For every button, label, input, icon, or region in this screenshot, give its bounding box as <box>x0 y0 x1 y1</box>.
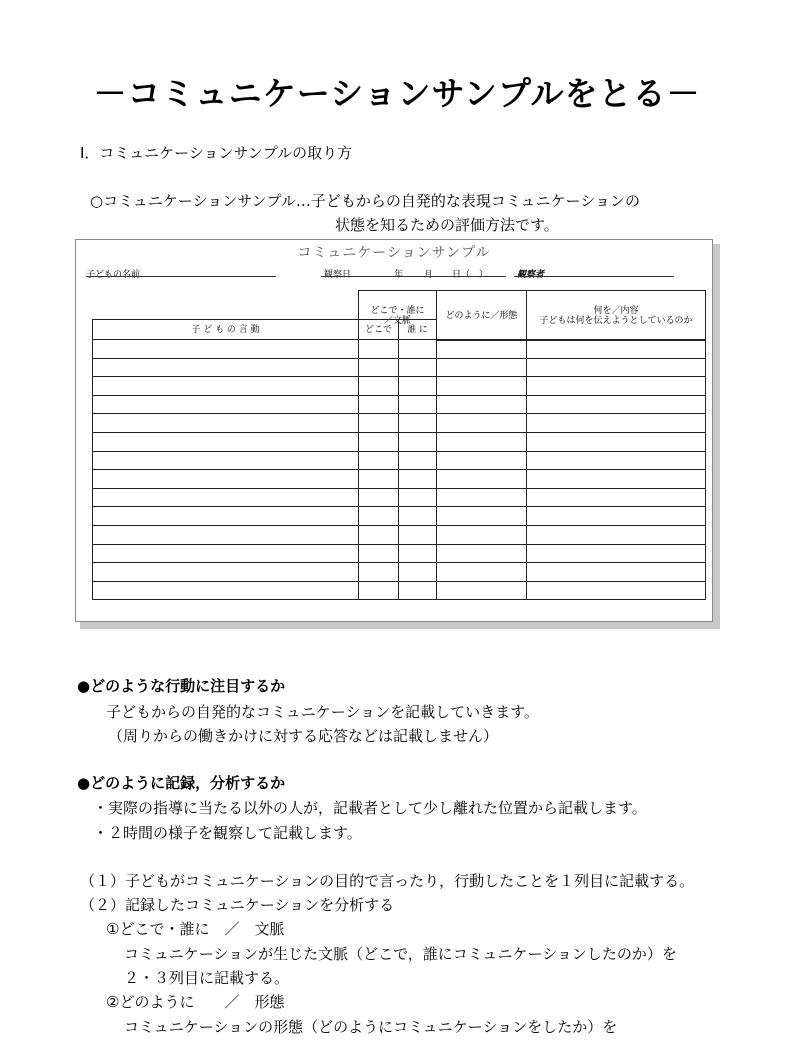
step-2: （２）記録したコミュニケーションを分析する <box>80 896 395 914</box>
form-empty-cell <box>437 395 527 414</box>
form-empty-cell <box>359 377 399 396</box>
form-empty-cell <box>93 358 359 377</box>
page-title: －コミュニケーションサンプルをとる－ <box>93 74 701 113</box>
form-empty-cell <box>359 432 399 451</box>
form-empty-cell <box>527 470 706 489</box>
form-empty-cell <box>399 563 437 582</box>
form-empty-cell <box>399 470 437 489</box>
sub-step-2-line-1: コミュニケーションの形態（どのようにコミュニケーションをしたか）を <box>124 1018 618 1036</box>
form-title: コミュニケーションサンプル <box>297 245 491 261</box>
form-empty-cell <box>93 581 359 600</box>
form-empty-cell <box>359 470 399 489</box>
what-header: 何を／内容 子どもは何を伝えようとしているのか <box>527 291 706 341</box>
intro-line-1: ○コミュニケーションサンプル…子どもからの自発的な表現コミュニケーションの <box>90 192 640 210</box>
section1-heading: ●どのような行動に注目するか <box>77 677 286 695</box>
form-empty-row <box>93 581 706 600</box>
who-header: 誰 に <box>399 320 437 340</box>
recorder-line <box>514 276 674 277</box>
form-empty-cell <box>399 581 437 600</box>
form-empty-row <box>93 470 706 489</box>
child-name-label: 子どもの名前 <box>86 270 141 280</box>
form-empty-row <box>93 563 706 582</box>
month-label: 月 <box>424 270 434 280</box>
sub-step-1-line-2: ２・３列目に記載する。 <box>124 969 290 987</box>
communication-sample-form <box>75 239 713 622</box>
form-empty-row <box>93 507 706 526</box>
form-empty-cell <box>437 488 527 507</box>
form-empty-cell <box>527 451 706 470</box>
form-empty-cell <box>359 414 399 433</box>
form-empty-cell <box>399 451 437 470</box>
grid-header-row <box>93 320 706 340</box>
form-empty-cell <box>437 377 527 396</box>
recorder-label: 観察者 <box>517 270 545 280</box>
form-empty-row <box>93 544 706 563</box>
form-empty-cell <box>437 581 527 600</box>
form-empty-cell <box>437 563 527 582</box>
form-empty-cell <box>437 432 527 451</box>
form-empty-cell <box>93 395 359 414</box>
form-empty-cell <box>399 377 437 396</box>
form-empty-cell <box>527 544 706 563</box>
form-empty-cell <box>399 432 437 451</box>
form-empty-cell <box>527 432 706 451</box>
form-empty-cell <box>437 507 527 526</box>
form-empty-cell <box>527 358 706 377</box>
form-empty-cell <box>527 340 706 359</box>
sub-step-1-heading: ①どこで・誰に ／ 文脈 <box>106 920 285 938</box>
form-empty-cell <box>399 340 437 359</box>
form-empty-cell <box>437 414 527 433</box>
year-label: 年 <box>394 270 404 280</box>
form-empty-row <box>93 525 706 544</box>
sub-step-2-heading: ②どのように ／ 形態 <box>106 993 285 1011</box>
form-empty-cell <box>93 544 359 563</box>
form-empty-cell <box>93 414 359 433</box>
form-empty-cell <box>93 488 359 507</box>
section1-line-2: （周りからの働きかけに対する応答などは記載しません） <box>108 727 499 745</box>
form-empty-cell <box>359 488 399 507</box>
form-empty-cell <box>93 377 359 396</box>
day-label: 日（ ） <box>452 270 489 280</box>
where-who-header: どこで・誰に／文脈 <box>359 291 437 341</box>
form-empty-cell <box>527 525 706 544</box>
form-empty-cell <box>359 358 399 377</box>
form-empty-row <box>93 377 706 396</box>
form-empty-cell <box>359 581 399 600</box>
date-line <box>321 276 506 277</box>
step-1: （１）子どもがコミュニケーションの目的で言ったり，行動したことを１列目に記載する。 <box>80 872 695 890</box>
form-empty-cell <box>527 507 706 526</box>
form-empty-cell <box>399 488 437 507</box>
form-empty-row <box>93 395 706 414</box>
child-name-line <box>86 276 276 277</box>
form-empty-row <box>93 414 706 433</box>
form-empty-cell <box>93 507 359 526</box>
form-empty-cell <box>527 377 706 396</box>
form-empty-row <box>93 451 706 470</box>
intro-line-2: 状態を知るための評価方法です。 <box>335 216 559 234</box>
date-label: 観察日 <box>324 270 352 280</box>
section1-line-1: 子どもからの自発的なコミュニケーションを記載していきます。 <box>106 703 539 721</box>
where-header: どこで <box>359 320 399 340</box>
form-empty-cell <box>93 563 359 582</box>
form-empty-cell <box>93 470 359 489</box>
form-empty-cell <box>399 395 437 414</box>
section2-bullet-2: ・２時間の様子を観察して記載します。 <box>93 824 362 842</box>
form-empty-cell <box>359 525 399 544</box>
form-empty-cell <box>437 358 527 377</box>
how-header: どのように／形態 <box>437 291 527 341</box>
form-empty-cell <box>359 340 399 359</box>
form-empty-cell <box>437 525 527 544</box>
section2-heading: ●どのように記録，分析するか <box>77 774 286 792</box>
form-empty-cell <box>437 470 527 489</box>
form-empty-cell <box>527 414 706 433</box>
form-empty-cell <box>527 488 706 507</box>
form-empty-row <box>93 432 706 451</box>
form-empty-cell <box>527 395 706 414</box>
section2-bullet-1: ・実際の指導に当たる以外の人が，記載者として少し離れた位置から記載します。 <box>93 799 647 817</box>
sub-step-1-line-1: コミュニケーションが生じた文脈（どこで，誰にコミュニケーションしたのか）を <box>124 945 677 963</box>
form-empty-row <box>93 358 706 377</box>
form-empty-cell <box>359 563 399 582</box>
section-heading: Ⅰ．コミュニケーションサンプルの取り方 <box>80 144 353 162</box>
form-empty-cell <box>93 451 359 470</box>
form-empty-cell <box>399 358 437 377</box>
form-empty-cell <box>437 340 527 359</box>
form-empty-cell <box>359 451 399 470</box>
form-empty-cell <box>437 544 527 563</box>
words-header: 子 ど も の 言 動 <box>93 320 359 340</box>
form-empty-cell <box>93 525 359 544</box>
form-empty-cell <box>359 507 399 526</box>
form-empty-row <box>93 340 706 359</box>
form-empty-cell <box>359 395 399 414</box>
form-empty-cell <box>93 432 359 451</box>
form-empty-cell <box>399 525 437 544</box>
what-spacer <box>527 320 706 340</box>
form-empty-cell <box>93 340 359 359</box>
how-spacer <box>437 320 527 340</box>
form-grid <box>92 319 706 600</box>
form-empty-cell <box>399 414 437 433</box>
form-empty-cell <box>437 451 527 470</box>
form-empty-row <box>93 488 706 507</box>
form-empty-cell <box>359 544 399 563</box>
form-empty-cell <box>527 563 706 582</box>
form-empty-cell <box>527 581 706 600</box>
form-empty-cell <box>399 544 437 563</box>
form-empty-cell <box>399 507 437 526</box>
